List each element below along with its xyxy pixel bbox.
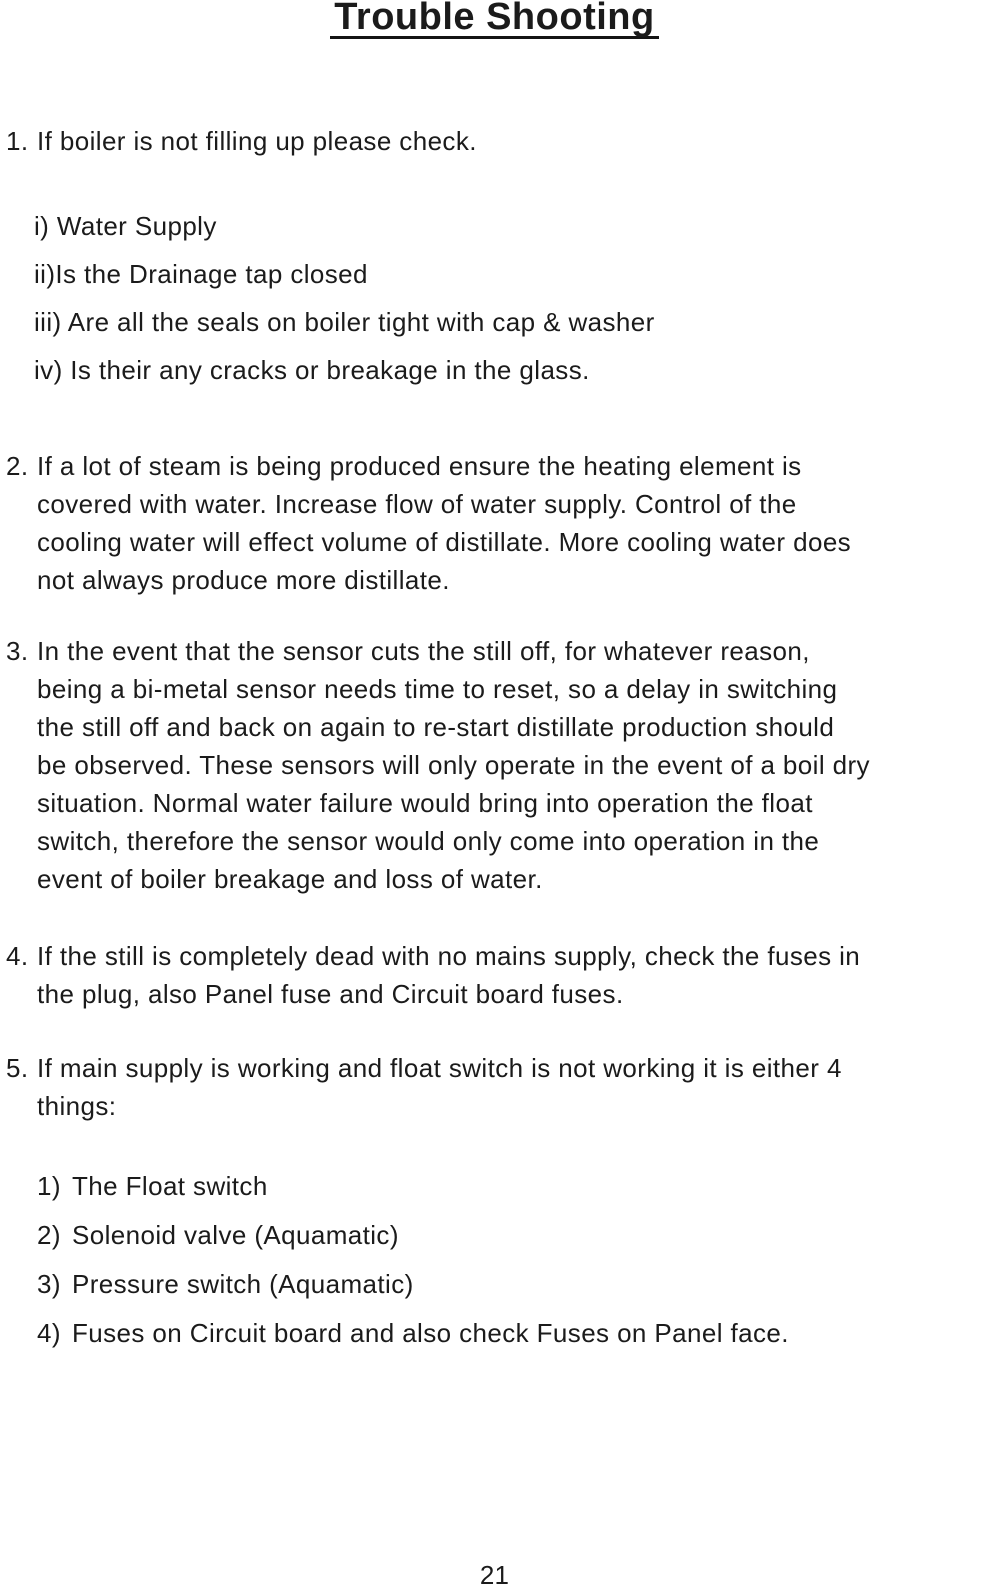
roman-list-item: i) Water Supply bbox=[34, 211, 217, 241]
item-line: If the still is completely dead with no mains supply, check the fuses in bbox=[37, 941, 861, 971]
cause-marker: 1) bbox=[37, 1171, 61, 1201]
item-line: switch, therefore the sensor would only come into operation in the bbox=[37, 826, 820, 856]
item-line: If main supply is working and float switch is not working it is either 4 bbox=[37, 1053, 842, 1083]
page-title bbox=[0, 0, 989, 39]
cause-item bbox=[37, 1211, 987, 1260]
item-line: things: bbox=[37, 1091, 117, 1121]
cause-item bbox=[37, 1260, 987, 1309]
cause-text: Pressure switch (Aquamatic) bbox=[72, 1269, 414, 1299]
item-number: 4. bbox=[6, 941, 29, 971]
item-line: the plug, also Panel fuse and Circuit board fuses. bbox=[37, 979, 624, 1009]
cause-item bbox=[37, 1162, 987, 1211]
list-item-5 bbox=[6, 1049, 987, 1125]
item-line: covered with water. Increase flow of water supply. Control of the bbox=[37, 489, 797, 519]
list-item-4 bbox=[6, 937, 987, 1013]
page-number: 21 bbox=[479, 1560, 510, 1586]
cause-list bbox=[37, 1162, 987, 1358]
cause-text: Solenoid valve (Aquamatic) bbox=[72, 1220, 399, 1250]
page-title-text: Trouble Shooting bbox=[330, 0, 658, 39]
item-line: being a bi-metal sensor needs time to reset, so a delay in switching bbox=[37, 674, 838, 704]
item-line: If a lot of steam is being produced ensure the heating element is bbox=[37, 451, 802, 481]
item-line: In the event that the sensor cuts the still off, for whatever reason, bbox=[37, 636, 810, 666]
roman-list bbox=[34, 202, 984, 394]
item-number: 2. bbox=[6, 451, 29, 481]
item-line: event of boiler breakage and loss of water. bbox=[37, 864, 543, 894]
list-item-2 bbox=[6, 447, 987, 599]
item-line: the still off and back on again to re-start distillate production should bbox=[37, 712, 835, 742]
item-number: 5. bbox=[6, 1053, 29, 1083]
item-line: cooling water will effect volume of distillate. More cooling water does bbox=[37, 527, 852, 557]
roman-list-item: iii) Are all the seals on boiler tight with cap & washer bbox=[34, 307, 655, 337]
cause-text: The Float switch bbox=[72, 1171, 268, 1201]
list-item-1 bbox=[6, 122, 987, 160]
item-line: not always produce more distillate. bbox=[37, 565, 450, 595]
cause-marker: 4) bbox=[37, 1318, 61, 1348]
item-line: If boiler is not filling up please check. bbox=[37, 126, 477, 156]
item-number: 3. bbox=[6, 636, 29, 666]
roman-list-item: iv) Is their any cracks or breakage in the glass. bbox=[34, 355, 590, 385]
cause-marker: 2) bbox=[37, 1220, 61, 1250]
cause-marker: 3) bbox=[37, 1269, 61, 1299]
roman-list-item: ii)Is the Drainage tap closed bbox=[34, 259, 368, 289]
item-number: 1. bbox=[6, 126, 29, 156]
item-line: be observed. These sensors will only operate in the event of a boil dry bbox=[37, 750, 870, 780]
cause-text: Fuses on Circuit board and also check Fuses on Panel face. bbox=[72, 1318, 789, 1348]
list-item-3 bbox=[6, 632, 987, 898]
item-line: situation. Normal water failure would bring into operation the float bbox=[37, 788, 813, 818]
cause-item bbox=[37, 1309, 987, 1358]
